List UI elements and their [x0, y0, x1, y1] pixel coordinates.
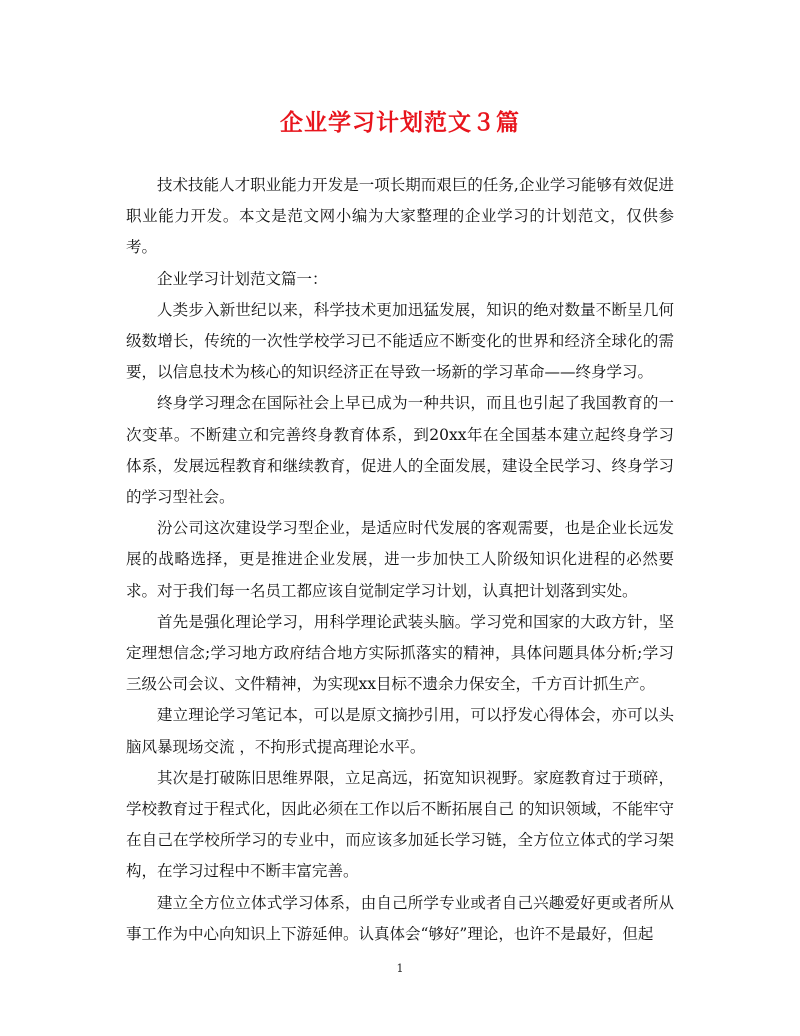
paragraph-1: 人类步入新世纪以来，科学技术更加迅猛发展，知识的绝对数量不断呈几何级数增长，传统的一次性学校学习已不能适应不断变化的世界和经济全球化的需要，以信息技术为核心的知识经济正在导致一场新的学习革命——终身学习。	[126, 300, 674, 382]
page-number: 1	[396, 962, 404, 975]
paragraph-5: 建立理论学习笔记本，可以是原文摘抄引用，可以抒发心得体会，亦可以头脑风暴现场交流 ，不拘形式提高理论水平。	[126, 706, 674, 756]
paragraph-4: 首先是强化理论学习，用科学理论武装头脑。学习党和国家的大政方针，坚定理想信念;学习地方政府结合地方实际抓落实的精神，具体问题具体分析;学习三级公司会议、文件精神，为实现xx目标不遗余力保安全，千方百计抓生产。	[126, 612, 674, 694]
paragraph-3: 汾公司这次建设学习型企业，是适应时代发展的客观需要，也是企业长远发展的战略选择，更是推进企业发展，进一步加快工人阶级知识化进程的必然要求。对于我们每一名员工都应该自觉制定学习计划，认真把计划落到实处。	[126, 519, 674, 600]
paragraph-intro: 技术技能人才职业能力开发是一项长期而艰巨的任务,企业学习能够有效促进职业能力开发。本文是范文网小编为大家整理的企业学习的计划范文，仅供参考。	[126, 176, 674, 257]
paragraph-section-heading: 企业学习计划范文篇一：	[157, 269, 328, 288]
paragraph-6: 其次是打破陈旧思维界限，立足高远，拓宽知识视野。家庭教育过于琐碎，学校教育过于程式化，因此必须在工作以后不断拓展自己 的知识领域，不能牢守在自己在学校所学习的专业中，而应该多加延长学习链，全方位立体式的学习架构，在学习过程中不断丰富完善。	[126, 768, 674, 881]
document-title: 企业学习计划范文３篇	[280, 109, 520, 136]
paragraph-2: 终身学习理念在国际社会上早已成为一种共识，而且也引起了我国教育的一次变革。不断建立和完善终身教育体系，到20xx年在全国基本建立起终身学习体系，发展远程教育和继续教育，促进人的全面发展，建设全民学习、终身学习的学习型社会。	[126, 394, 674, 507]
paragraph-7: 建立全方位立体式学习体系，由自己所学专业或者自己兴趣爱好更或者所从事工作为中心向知识上下游延伸。认真体会“够好”理论，也许不是最好，但起	[126, 893, 674, 943]
document-body	[126, 170, 674, 950]
